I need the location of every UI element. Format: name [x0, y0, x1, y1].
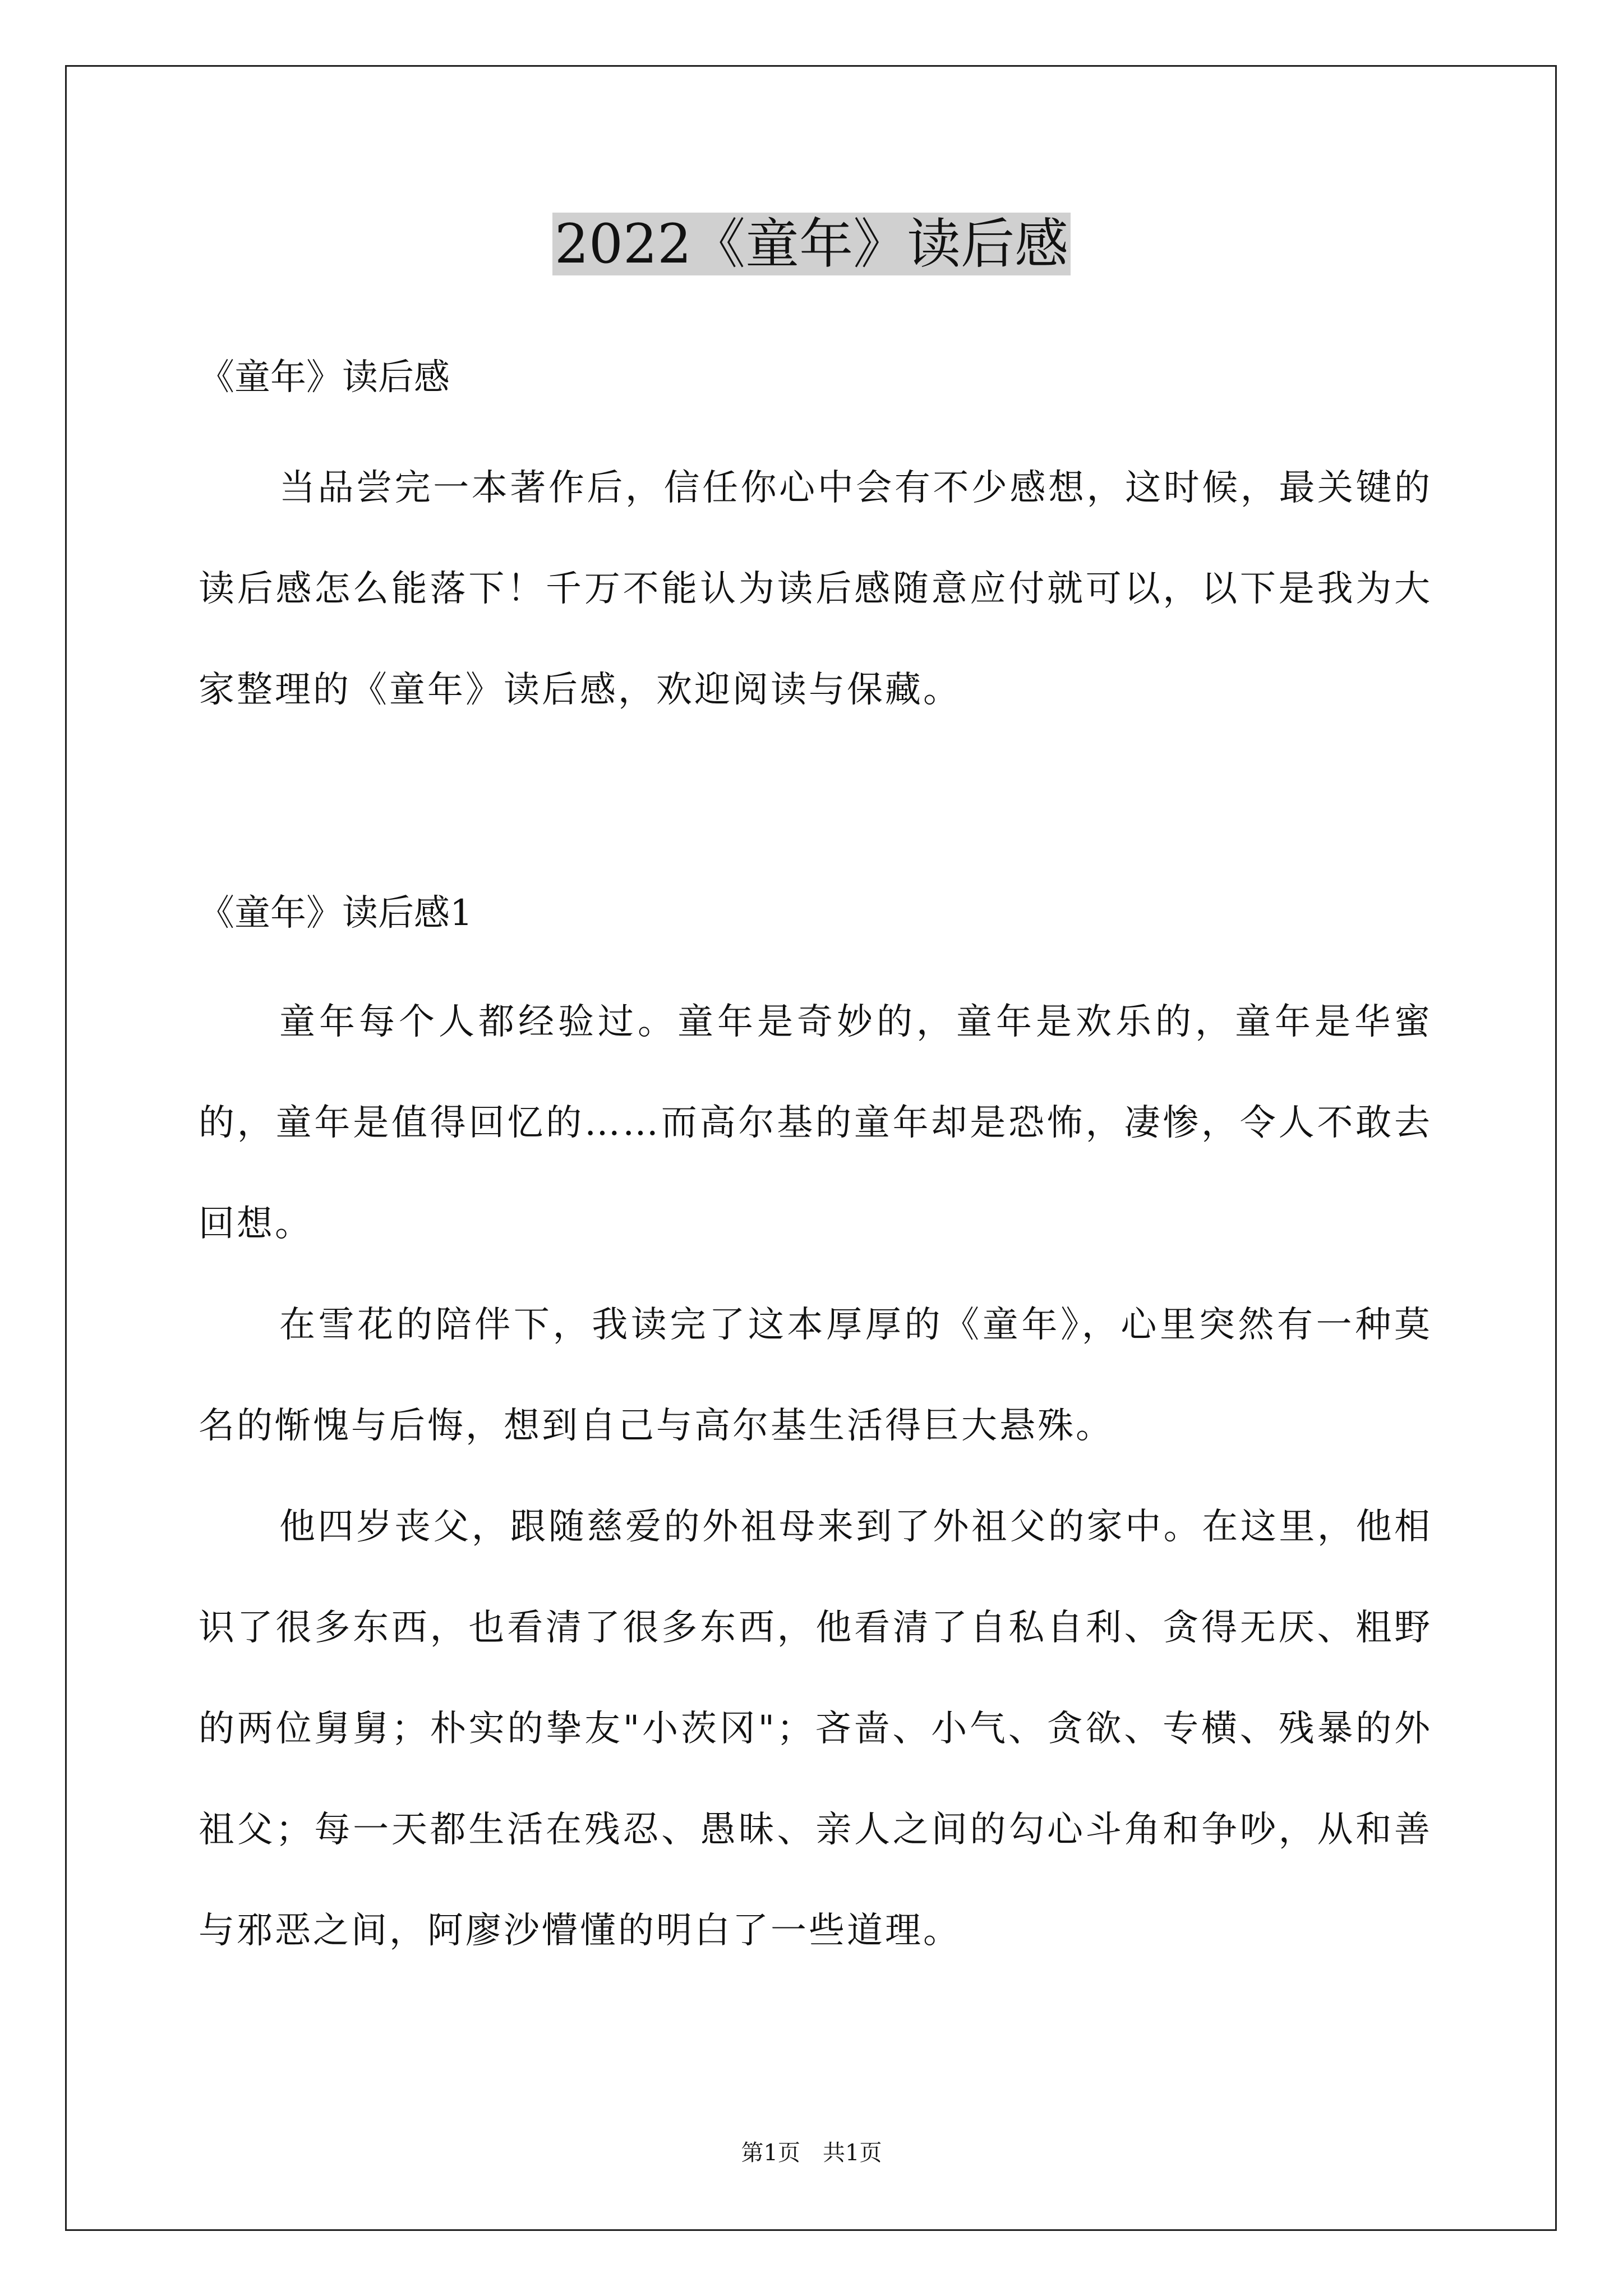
intro-block — [199, 438, 1432, 740]
intro-paragraph: 当品尝完一本著作后，信任你心中会有不少感想，这时候，最关键的读后感怎么能落下！千万不能认为读后感随意应付就可以，以下是我为大家整理的《童年》读后感，欢迎阅读与保藏。 — [199, 467, 1432, 711]
page-number: 第1页 共1页 — [741, 2140, 882, 2166]
document-title — [0, 205, 1623, 283]
subtitle: 《童年》读后感 — [199, 357, 450, 398]
body-paragraphs — [199, 972, 1432, 1981]
body-paragraph-1: 童年每个人都经验过。童年是奇妙的，童年是欢乐的，童年是华蜜的，童年是值得回忆的……而高尔基的童年却是恐怖，凄惨，令人不敢去回想。 — [199, 1001, 1432, 1245]
body-paragraph-2: 在雪花的陪伴下，我读完了这本厚厚的《童年》，心里突然有一种莫名的惭愧与后悔，想到自己与高尔基生活得巨大悬殊。 — [199, 1304, 1432, 1447]
document-body — [199, 352, 1432, 403]
section-block — [199, 888, 1432, 938]
body-paragraph-3: 他四岁丧父，跟随慈爱的外祖母来到了外祖父的家中。在这里，他相识了很多东西，也看清了很多东西，他看清了自私自利、贪得无厌、粗野的两位舅舅；朴实的挚友"小茨冈"；吝啬、小气、贪欲、专横、残暴的外祖父；每一天都生活在残忍、愚昧、亲人之间的勾心斗角和争吵，从和善与邪恶之间，阿廖沙懵懂的明白了一些道理。 — [199, 1506, 1432, 1952]
page-footer — [0, 2136, 1623, 2170]
document-title-text: 2022《童年》读后感 — [552, 213, 1071, 275]
section-heading: 《童年》读后感1 — [199, 892, 473, 934]
